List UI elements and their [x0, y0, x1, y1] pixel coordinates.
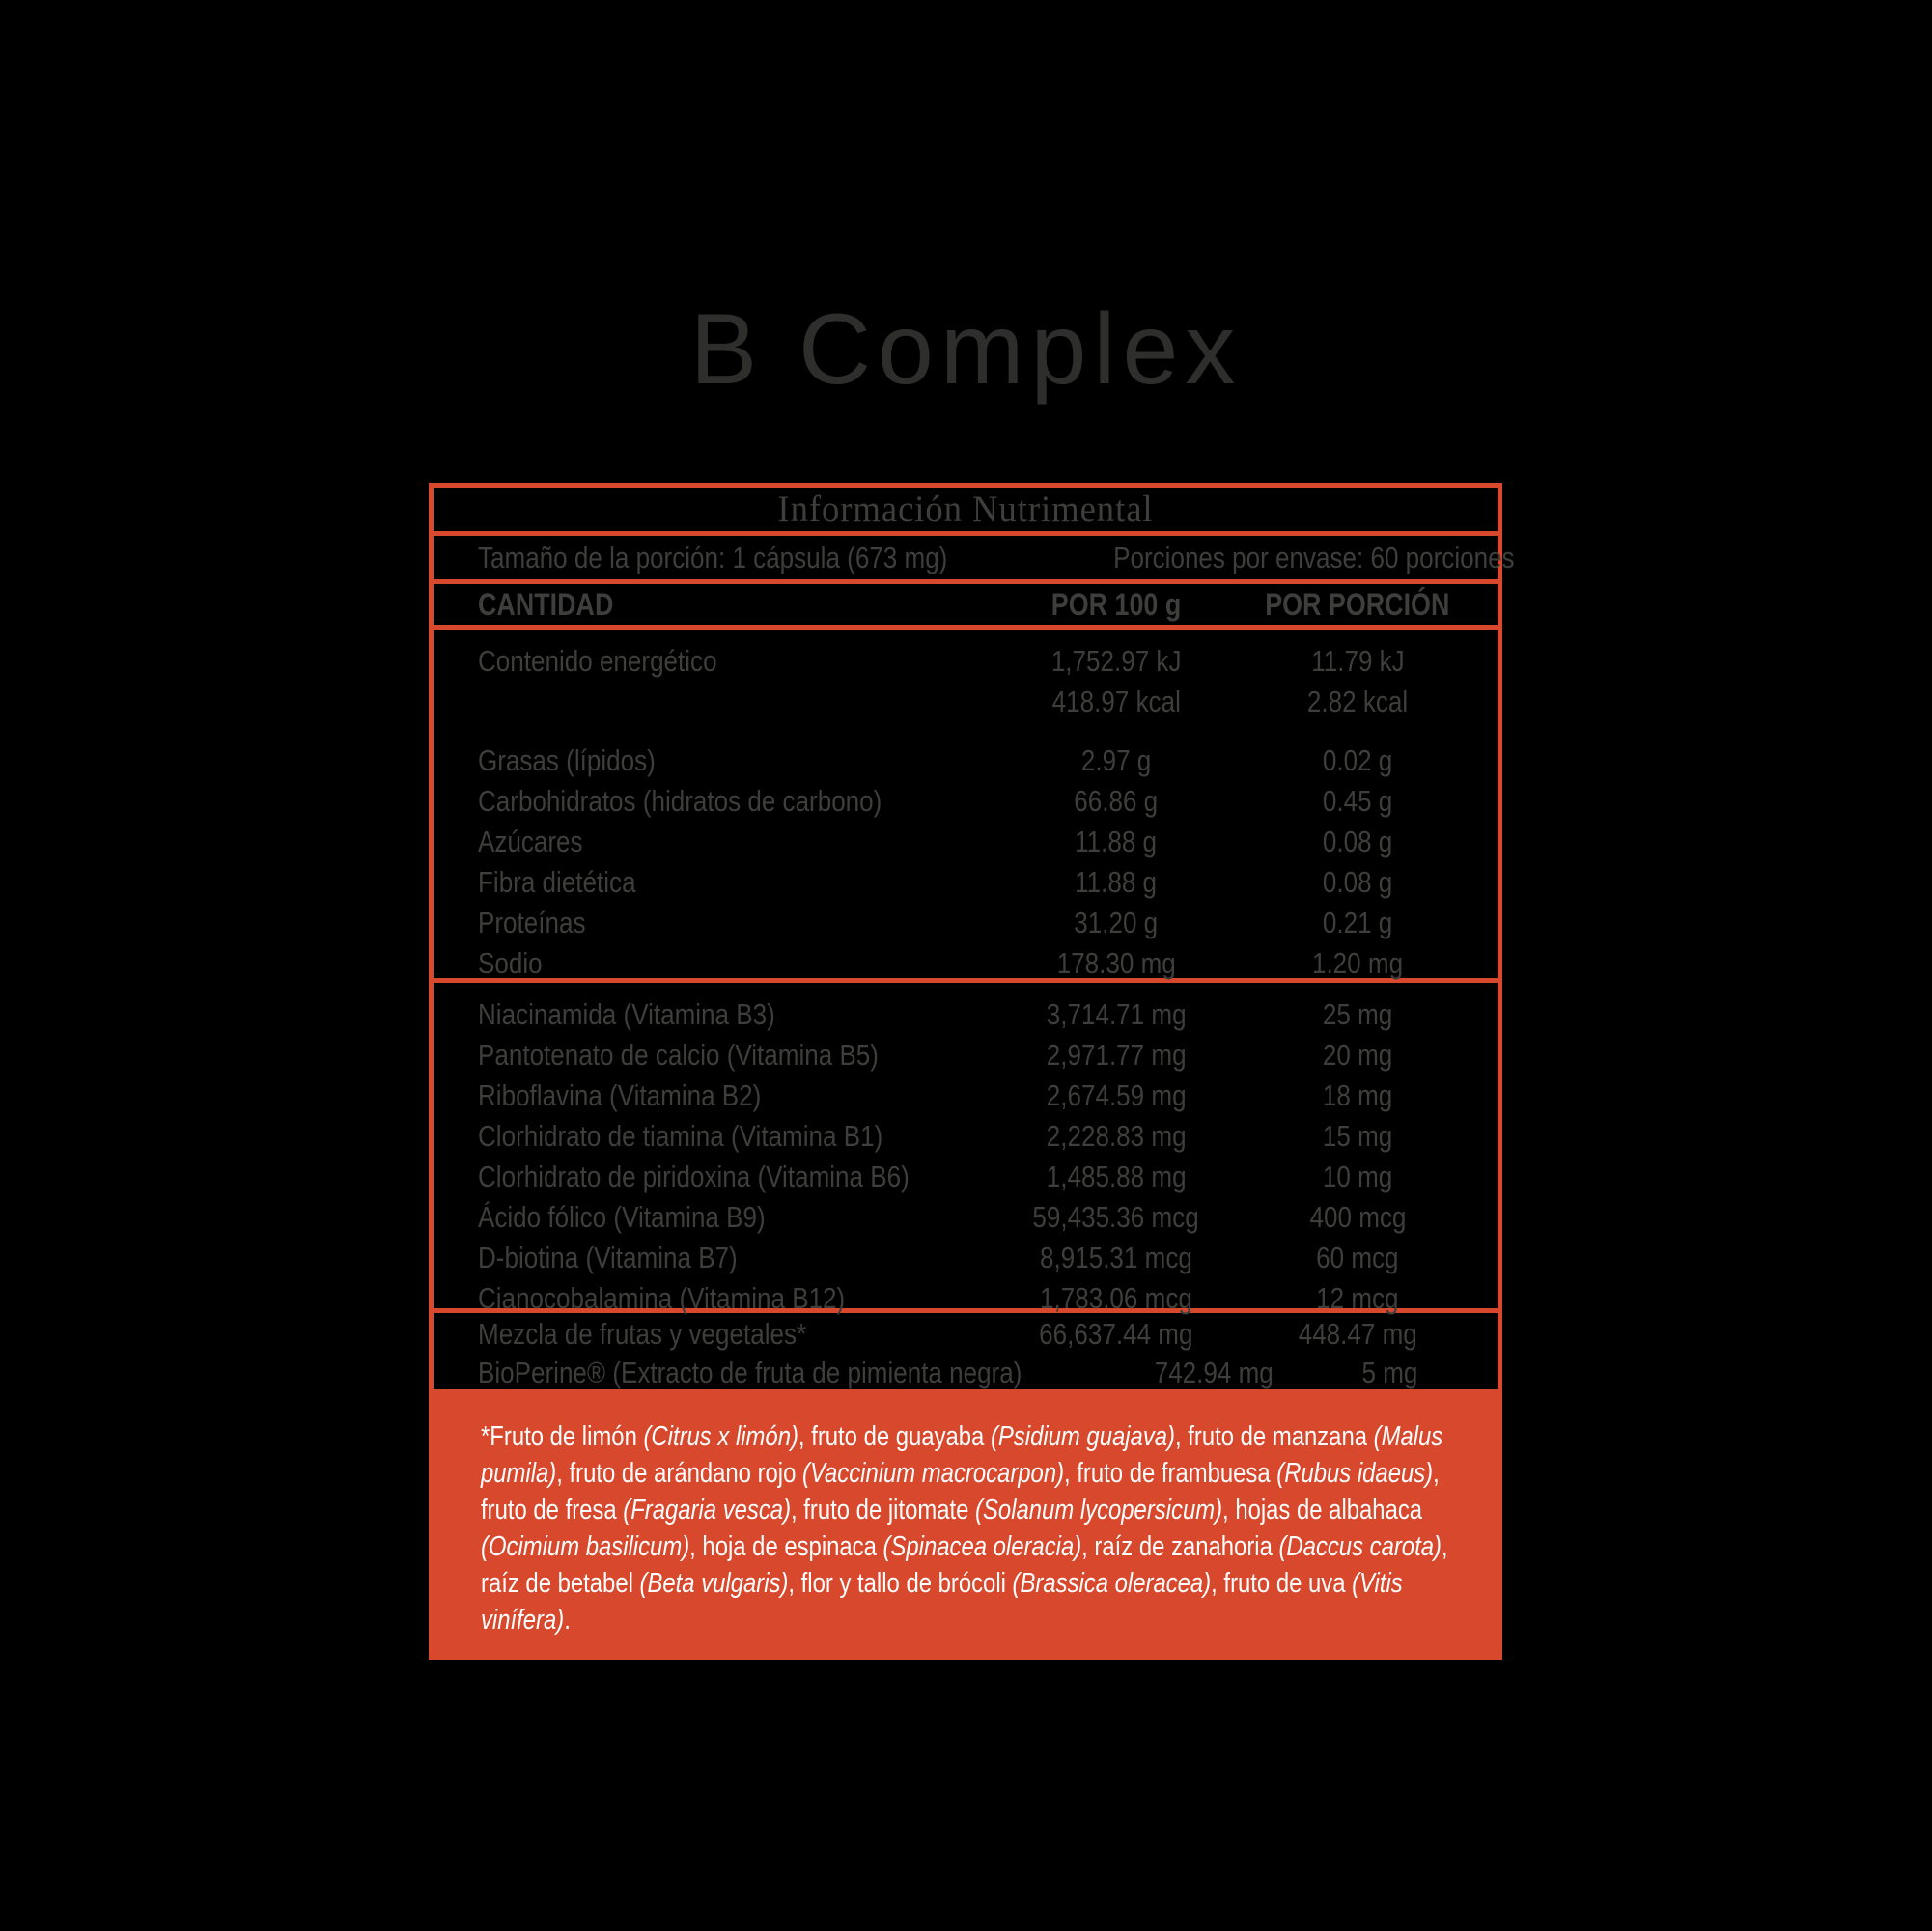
table-row — [434, 641, 1498, 682]
footnote-segment: , fruto de fresa — [481, 1458, 1440, 1525]
cell-label: Ácido fólico (Vitamina B9) — [478, 1200, 766, 1234]
cell-per-serving: 2.82 kcal — [1306, 685, 1409, 718]
cell-per-serving: 0.45 g — [1322, 784, 1393, 818]
table-row — [434, 1157, 1498, 1197]
cell-per-100g: 8,915.31 mcg — [1040, 1241, 1192, 1274]
nutrition-label — [429, 483, 1515, 1660]
footnote-segment: , hoja de espinaca — [689, 1531, 883, 1562]
table-row — [434, 1354, 1498, 1392]
table-row — [434, 781, 1498, 822]
cell-per-100g: 11.88 g — [1075, 865, 1158, 899]
cell-per-100g: 1,752.97 kJ — [1050, 644, 1182, 678]
column-header-cantidad: CANTIDAD — [478, 586, 614, 622]
footnote-segment: , fruto de jitomate — [791, 1495, 976, 1525]
cell-label: D-biotina (Vitamina B7) — [478, 1241, 738, 1274]
botanical-name: (Daccus carota) — [1278, 1531, 1442, 1562]
cell-label: Azúcares — [478, 825, 583, 858]
table-row — [434, 1197, 1498, 1238]
botanical-name: (Ocimium basilicum) — [481, 1531, 690, 1562]
footnote-segment: *Fruto de limón — [481, 1421, 644, 1452]
table-row — [434, 903, 1498, 943]
cell-per-100g: 178.30 mg — [1056, 946, 1176, 980]
footnote-segment: , hojas de albahaca — [1222, 1495, 1423, 1525]
cell-per-100g: 2,674.59 mg — [1046, 1078, 1187, 1112]
cell-per-100g: 418.97 kcal — [1051, 685, 1181, 718]
nutrition-table — [429, 483, 1515, 1394]
cell-per-serving: 5 mg — [1361, 1356, 1418, 1389]
botanical-name: (Fragaria vesca) — [623, 1495, 792, 1525]
botanical-name: (Spinacea oleracia) — [882, 1531, 1082, 1562]
botanical-name: (Vaccinium macrocarpon) — [802, 1458, 1065, 1489]
blend-rows — [434, 1315, 1498, 1392]
cell-per-100g: 1,485.88 mg — [1046, 1160, 1187, 1193]
table-row — [434, 943, 1498, 984]
cell-per-serving: 0.08 g — [1322, 825, 1393, 858]
cell-per-serving: 448.47 mg — [1298, 1317, 1417, 1351]
table-row — [434, 682, 1498, 722]
table-row — [434, 1238, 1498, 1278]
cell-label: Proteínas — [478, 906, 586, 939]
footnote-segment: . — [564, 1605, 571, 1636]
footnote-segment: , raíz de zanahoria — [1081, 1531, 1279, 1562]
vitamin-rows — [434, 994, 1498, 1319]
footnote-block — [429, 1394, 1502, 1660]
column-header-row — [434, 584, 1498, 630]
table-header-section — [434, 488, 1498, 536]
cell-label: Riboflavina (Vitamina B2) — [478, 1078, 762, 1112]
cell-per-100g: 1,783.06 mcg — [1040, 1281, 1192, 1315]
cell-per-serving: 11.79 kJ — [1310, 644, 1405, 678]
cell-per-serving: 10 mg — [1322, 1160, 1393, 1193]
cell-per-serving: 25 mg — [1322, 997, 1393, 1031]
cell-per-serving: 0.02 g — [1322, 743, 1393, 777]
table-row — [434, 1035, 1498, 1076]
cell-per-100g: 59,435.36 mcg — [1032, 1200, 1200, 1234]
cell-per-100g: 31.20 g — [1074, 906, 1159, 939]
cell-per-serving: 0.08 g — [1322, 865, 1393, 899]
section-energy-macros — [434, 630, 1498, 983]
table-row — [434, 994, 1498, 1035]
cell-label: Pantotenato de calcio (Vitamina B5) — [478, 1038, 879, 1072]
serving-section — [434, 536, 1515, 584]
cell-per-serving: 18 mg — [1322, 1078, 1393, 1112]
footnote-text — [481, 1418, 1452, 1638]
cell-per-100g: 3,714.71 mg — [1046, 997, 1187, 1031]
cell-per-100g: 11.88 g — [1075, 825, 1158, 858]
cell-label: Grasas (lípidos) — [478, 743, 656, 777]
servings-per-container-label: Porciones por envase: 60 porciones — [1113, 540, 1515, 574]
cell-label — [434, 682, 995, 722]
cell-label: Contenido energético — [478, 644, 717, 678]
botanical-name: (Vitis vinífera) — [481, 1568, 1403, 1636]
table-header: Información Nutrimental — [777, 489, 1154, 530]
cell-per-serving: 60 mcg — [1316, 1241, 1399, 1274]
page-title: B Complex — [689, 294, 1243, 406]
footnote-segment: , fruto de guayaba — [798, 1421, 991, 1452]
cell-label: Carbohidratos (hidratos de carbono) — [478, 784, 882, 818]
botanical-name: (Malus pumila) — [481, 1421, 1443, 1489]
cell-per-100g: 2,971.77 mg — [1046, 1038, 1187, 1072]
energy-rows — [434, 641, 1498, 722]
cell-per-100g: 742.94 mg — [1154, 1356, 1274, 1389]
macro-rows — [434, 741, 1498, 984]
table-row — [434, 1315, 1498, 1354]
footnote-segment: , fruto de manzana — [1174, 1421, 1374, 1452]
section-vitamins — [434, 983, 1498, 1313]
table-row — [434, 1076, 1498, 1116]
section-blend — [434, 1313, 1498, 1389]
serving-size-label: Tamaño de la porción: 1 cápsula (673 mg) — [478, 540, 948, 574]
column-header-por-100g: POR 100 g — [1050, 586, 1182, 622]
cell-label: Clorhidrato de piridoxina (Vitamina B6) — [478, 1160, 910, 1193]
cell-per-serving: 400 mcg — [1309, 1200, 1406, 1234]
cell-label: Fibra dietética — [478, 865, 636, 899]
footnote-segment: , fruto de arándano rojo — [556, 1458, 803, 1489]
column-header-por-porcion: POR PORCIÓN — [1265, 586, 1450, 622]
cell-label: Niacinamida (Vitamina B3) — [478, 997, 775, 1031]
footnote-segment: , flor y tallo de brócoli — [788, 1568, 1013, 1599]
cell-per-100g: 66,637.44 mg — [1039, 1317, 1193, 1351]
table-row — [434, 1278, 1498, 1319]
footnote-segment: , fruto de uva — [1211, 1568, 1353, 1599]
footnote-segment: , fruto de frambuesa — [1064, 1458, 1277, 1489]
cell-per-serving: 1.20 mg — [1311, 946, 1404, 980]
botanical-name: (Rubus idaeus) — [1276, 1458, 1434, 1489]
table-row — [434, 862, 1498, 903]
cell-label: BioPerine® (Extracto de fruta de pimienta negra) — [478, 1356, 1022, 1389]
cell-label: Clorhidrato de tiamina (Vitamina B1) — [478, 1119, 883, 1153]
botanical-name: (Beta vulgaris) — [639, 1568, 789, 1599]
cell-per-100g: 2,228.83 mg — [1046, 1119, 1187, 1153]
footnote-segment: , raíz de betabel — [481, 1531, 1448, 1599]
botanical-name: (Solanum lycopersicum) — [975, 1495, 1223, 1525]
cell-per-serving: 12 mcg — [1316, 1281, 1399, 1315]
cell-per-100g: 2.97 g — [1080, 743, 1152, 777]
table-row — [434, 822, 1498, 862]
cell-label: Sodio — [478, 946, 543, 980]
botanical-name: (Citrus x limón) — [643, 1421, 798, 1452]
table-row — [434, 741, 1498, 781]
cell-per-serving: 15 mg — [1322, 1119, 1393, 1153]
table-row — [434, 1116, 1498, 1157]
cell-per-serving: 20 mg — [1322, 1038, 1393, 1072]
botanical-name: (Psidium guajava) — [990, 1421, 1175, 1452]
cell-label: Mezcla de frutas y vegetales* — [478, 1317, 807, 1351]
cell-label: Cianocobalamina (Vitamina B12) — [478, 1281, 846, 1315]
botanical-name: (Brassica oleracea) — [1012, 1568, 1212, 1599]
cell-per-serving: 0.21 g — [1322, 906, 1393, 939]
cell-per-100g: 66.86 g — [1074, 784, 1159, 818]
